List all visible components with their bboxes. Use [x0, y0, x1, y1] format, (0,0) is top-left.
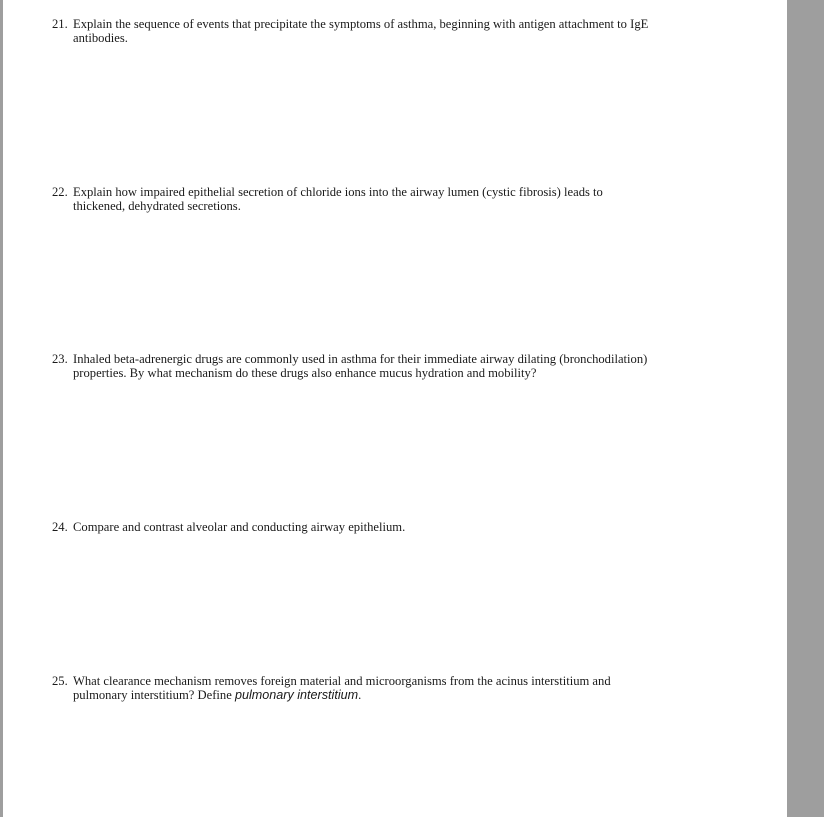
question-line: Explain how impaired epithelial secretion of chloride ions into the airway lumen (cystic fibrosis) leads to: [73, 185, 603, 199]
question-text: [73, 17, 692, 45]
question-text: [73, 185, 692, 213]
question-line: Inhaled beta-adrenergic drugs are commonly used in asthma for their immediate airway dilating (bronchodilation): [73, 352, 648, 366]
question-line: [73, 688, 692, 702]
question-text: [73, 520, 692, 534]
question-line: thickened, dehydrated secretions.: [73, 199, 241, 213]
document-page: [3, 0, 787, 817]
question-22: [52, 185, 692, 213]
question-line: Compare and contrast alveolar and conducting airway epithelium.: [73, 520, 406, 534]
question-21: [52, 17, 692, 45]
term-suffix: .: [358, 688, 362, 702]
question-25: [52, 674, 692, 702]
question-line: properties. By what mechanism do these drugs also enhance mucus hydration and mobility?: [73, 366, 537, 380]
defined-term: pulmonary interstitium: [234, 688, 359, 702]
question-text: [73, 352, 692, 380]
question-number: 24.: [52, 520, 68, 534]
question-number: 25.: [52, 674, 68, 688]
question-number: 23.: [52, 352, 68, 366]
question-line: What clearance mechanism removes foreign material and microorganisms from the acinus interstitium and: [73, 674, 611, 688]
question-line: Explain the sequence of events that precipitate the symptoms of asthma, beginning with antigen attachment to IgE: [73, 17, 649, 31]
question-23: [52, 352, 692, 380]
question-line: antibodies.: [73, 31, 128, 45]
question-number: 22.: [52, 185, 68, 199]
question-number: 21.: [52, 17, 68, 31]
question-line-lead: pulmonary interstitium? Define: [73, 688, 232, 702]
question-text: [73, 674, 692, 702]
question-24: [52, 520, 692, 534]
